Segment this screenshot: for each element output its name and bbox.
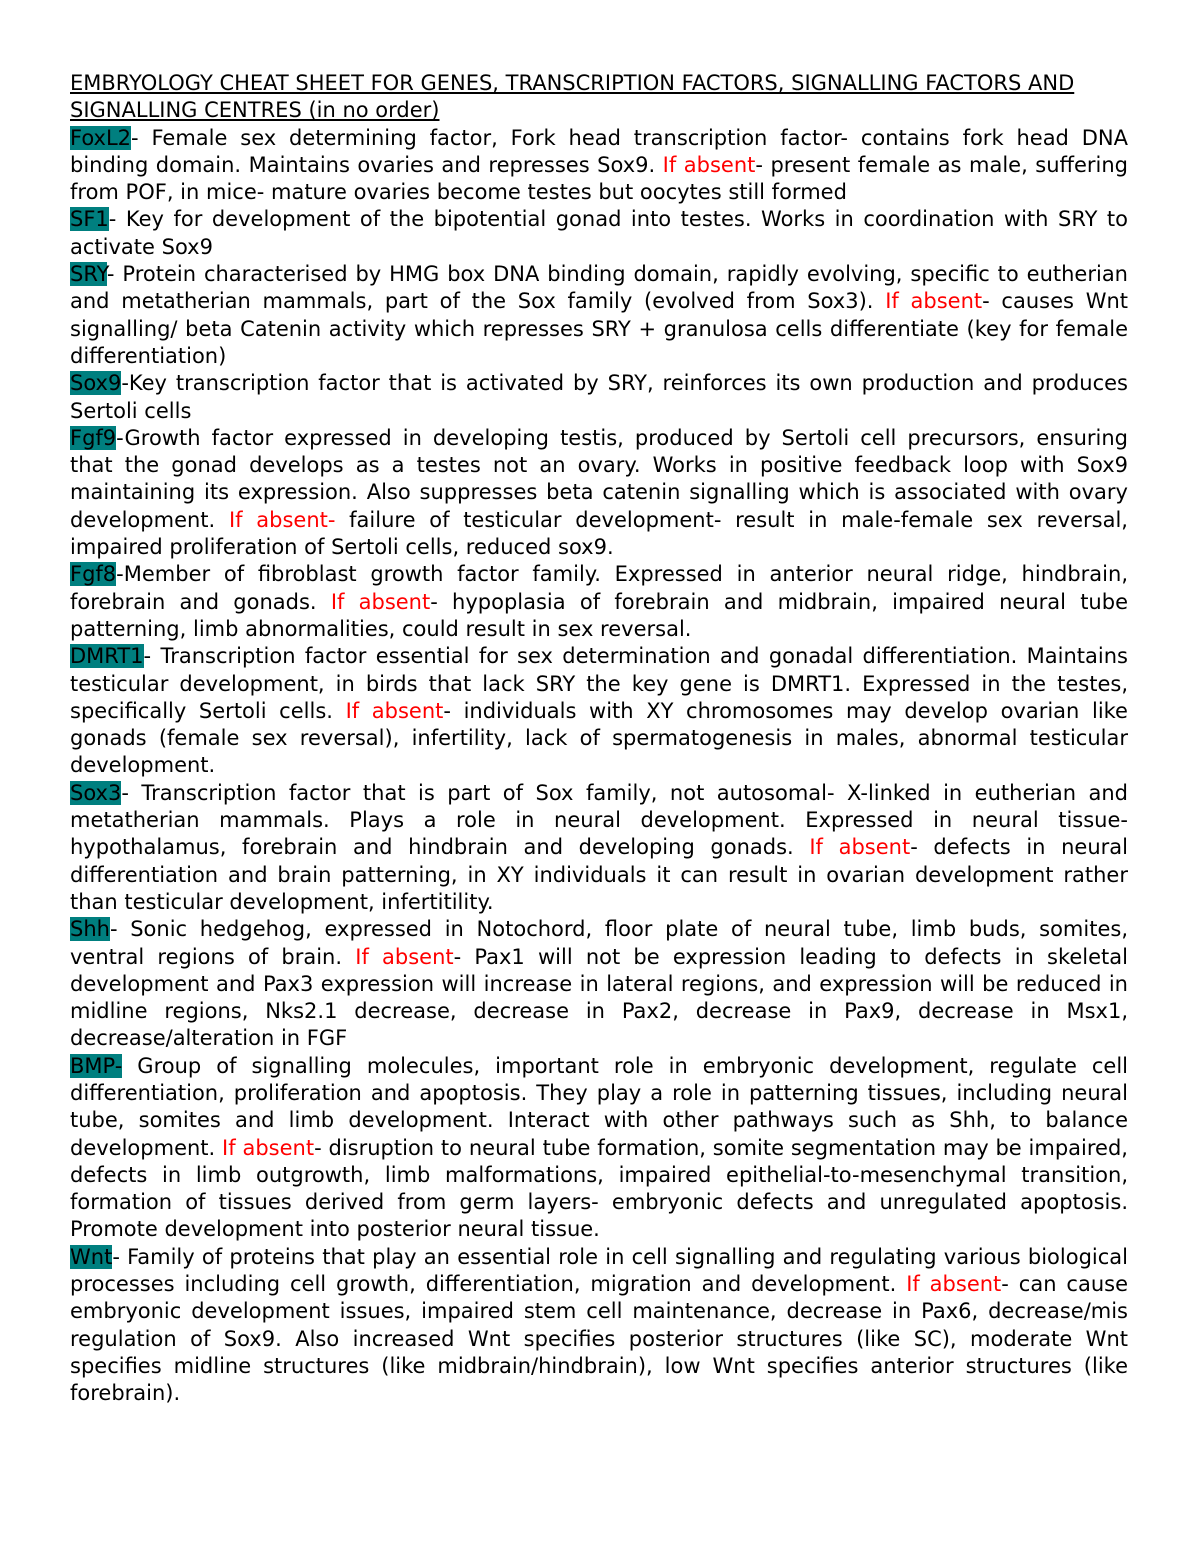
absent-effects-text: - defects in neural differentiation and brain patterning, in XY individuals it can result in ovarian development rather than testicular development, infertitility. [70,835,1128,914]
entry-sry [70,261,1128,370]
entry-dmrt1 [70,643,1128,779]
absent-effects-text: - can cause embryonic development issues, impaired stem cell maintenance, decrease in Pax6, decrease/mis regulation of Sox9. Also increased Wnt specifies posterior structures (like SC), moderate Wnt specifies midline structures (like midbrain/hindbrain), low Wnt specifies anterior structures (like forebrain). [70,1272,1128,1406]
term-highlight: Wnt [70,1244,113,1269]
entry-text: - Protein characterised by HMG box DNA binding domain, rapidly evolving, specific to eutherian and metatherian mammals, part of the Sox family (evolved from Sox3). [70,262,1128,314]
term-highlight: BMP- [70,1053,123,1078]
if-absent-label: If absent [906,1272,1002,1297]
absent-effects-text: - individuals with XY chromosomes may develop ovarian like gonads (female sex reversal), infertility, lack of spermatogenesis in males, abnormal testicular development. [70,698,1128,778]
term-highlight: FoxL2 [70,125,132,150]
term-highlight: SF1 [70,207,109,232]
term-highlight: SRY [70,262,107,287]
absent-effects-text: - present female as male, suffering from POF, in mice- mature ovaries become testes but oocytes still formed [70,152,1128,205]
term-highlight: Fgf8 [70,562,117,587]
entry-foxl2 [70,125,1128,207]
entry-fgf8 [70,561,1128,643]
entry-text: -Growth factor expressed in developing testis, produced by Sertoli cell precursors, ensuring that the gonad develops as a testes not an ovary. Works in positive feedback loop with Sox9 maintaining its expression. Also suppresses beta catenin signalling which is associated with ovary development. [70,425,1128,532]
if-absent-label: If absent [809,835,911,860]
term-highlight: DMRT1 [70,644,144,669]
if-absent-label: If absent [662,152,756,177]
term-highlight: Sox3 [70,780,122,805]
if-absent-label: If absent [355,944,454,969]
entry-sox9 [70,370,1128,425]
entry-text: - Sonic hedgehog, expressed in Notochord, floor plate of neural tube, limb buds, somites, ventral regions of brain. [70,917,1128,969]
entry-text: -Member of fibroblast growth factor family. Expressed in anterior neural ridge, hindbrain, forebrain and gonads. [70,562,1128,614]
entry-text: - Transcription factor that is part of Sox family, not autosomal- X-linked in eutherian and metatherian mammals. Plays a role in neural development. Expressed in neural tissue- hypothalamus, forebrain and hindbrain and developing gonads. [70,780,1128,860]
if-absent-label: If absent [222,1135,315,1160]
entry-text: - Family of proteins that play an essential role in cell signalling and regulating various biological processes including cell growth, differentiation, migration and development. [70,1244,1128,1297]
entry-fgf9 [70,425,1128,561]
term-highlight: Fgf9 [70,425,117,450]
entry-bmp [70,1053,1128,1244]
entry-wnt [70,1244,1128,1408]
if-absent-label: If absent [345,698,444,723]
cheat-sheet-page [70,70,1128,1408]
absent-effects-text: - Pax1 will not be expression leading to defects in skeletal development and Pax3 expression will increase in lateral regions, and expression will be reduced in midline regions, Nks2.1 decrease, decrease in Pax2, decrease in Pax9, decrease in Msx1, decrease/alteration in FGF [70,944,1128,1051]
absent-effects-text: - causes Wnt signalling/ beta Catenin activity which represses SRY + granulosa cells differentiate (key for female differentiation) [70,289,1128,368]
entry-shh [70,916,1128,1052]
term-highlight: Sox9 [70,371,122,396]
absent-effects-text: failure of testicular development- result in male-female sex reversal, impaired proliferation of Sertoli cells, reduced sox9. [70,507,1128,560]
term-highlight: Shh [70,917,110,942]
entry-text: - Key for development of the bipotential gonad into testes. Works in coordination with SRY to activate Sox9 [70,207,1128,259]
entry-text: - Transcription factor essential for sex determination and gonadal differentiation. Maintains testicular development, in birds that lack SRY the key gene is DMRT1. Expressed in the testes, specifically Sertoli cells. [70,644,1128,723]
entry-text: -Key transcription factor that is activated by SRY, reinforces its own production and produces Sertoli cells [70,371,1128,423]
if-absent-label: If absent [885,289,983,314]
entry-sf1 [70,206,1128,261]
if-absent-label: If absent [330,589,431,614]
entry-text: - Female sex determining factor, Fork head transcription factor- contains fork head DNA binding domain. Maintains ovaries and represses Sox9. [70,125,1128,177]
absent-effects-text: - hypoplasia of forebrain and midbrain, impaired neural tube patterning, limb abnormalities, could result in sex reversal. [70,589,1128,641]
entry-text: Group of signalling molecules, important role in embryonic development, regulate cell differentiation, proliferation and apoptosis. They play a role in patterning tissues, including neural tube, somites and limb development. Interact with other pathways such as Shh, to balance development. [70,1053,1128,1160]
absent-effects-text: - disruption to neural tube formation, somite segmentation may be impaired, defects in limb outgrowth, limb malformations, impaired epithelial-to-mesenchymal transition, formation of tissues derived from germ layers- embryonic defects and unregulated apoptosis. Promote development into posterior neural tissue. [70,1135,1128,1242]
if-absent-label: If absent- [228,507,336,532]
document-title: EMBRYOLOGY CHEAT SHEET FOR GENES, TRANSCRIPTION FACTORS, SIGNALLING FACTORS AND SIGNALLING CENTRES (in no order) [70,71,1075,123]
entry-sox3 [70,780,1128,916]
